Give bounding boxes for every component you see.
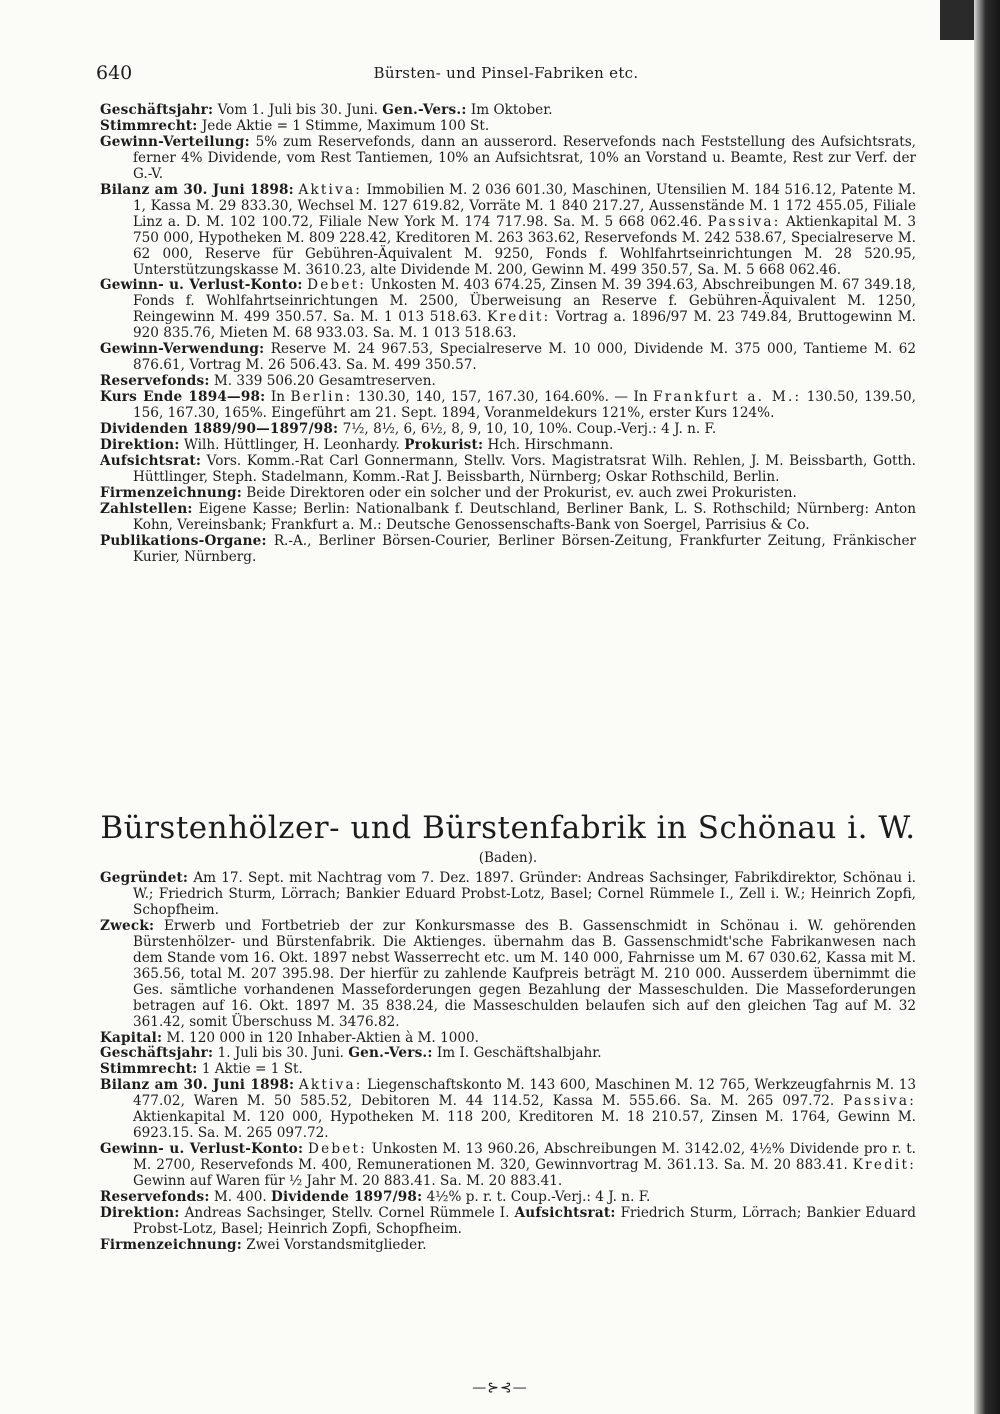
company-entry-1 <box>100 103 916 566</box>
entry-gegruendet: Gegründet: Am 17. Sept. mit Nachtrag vom 7. Dez. 1897. Gründer: Andreas Sachsinger, Fabrikdirektor, Schönau i. W.; Friedrich Sturm, Lörrach; Bankier Eduard Probst-Lotz, Basel; Cornel Rümmele I., Zell i. W.; Heinrich Zopfi, Schopfheim. <box>100 870 916 918</box>
entry-gewinn-verlust-2: Gewinn- u. Verlust-Konto: Debet: Unkosten M. 13 960.26, Abschreibungen M. 3142.02, 4½% Dividende pro r. t. M. 2700, Reservefonds M. 400, Remunerationen M. 320, Gewinnvortrag M. 361.13. Sa. M. 20 883.41. Kredit: Gewinn auf Waren für ½ Jahr M. 20 883.41. Sa. M. 20 883.41. <box>100 1141 916 1190</box>
entry-firmenzeichnung: Firmenzeichnung: Beide Direktoren oder ein solcher und der Prokurist, ev. auch zwei Prokuristen. <box>100 484 797 501</box>
page-header <box>96 62 916 90</box>
running-head: Bürsten- und Pinsel-Fabriken etc. <box>373 64 639 82</box>
entry-geschaeftsjahr-2: Geschäftsjahr: 1. Juli bis 30. Juni. Gen.-Vers.: Im I. Geschäftshalbjahr. <box>100 1045 602 1062</box>
entry-gewinn-verteilung: Gewinn-Verteilung: 5% zum Reservefonds, dann an ausserord. Reservefonds nach Feststellung des Aufsichtsrats, ferner 4% Dividende, vom Rest Tantiemen, 10% an Aufsichtsrat, 10% an Vorstand u. Beamte, Rest zur Verf. der G.-V. <box>100 133 916 182</box>
company-subtitle: (Baden). <box>478 850 538 866</box>
entry-reservefonds-2: Reservefonds: M. 400. Dividende 1897/98: 4½% p. r. t. Coup.-Verj.: 4 J. n. F. <box>100 1189 651 1206</box>
entry-aufsichtsrat: Aufsichtsrat: Vors. Komm.-Rat Carl Gonnermann, Stellv. Vors. Magistratsrat Wilh. Rehlen, J. M. Beissbarth, Gotth. Hüttlinger, Steph. Stadelmann, Komm.-Rat J. Beissbarth, Nürnberg; Oskar Rothschild, Berlin. <box>100 452 916 485</box>
scan-edge-shadow <box>974 0 1000 1414</box>
company-title: Bürstenhölzer- und Bürstenfabrik in Schönau i. W. <box>100 810 916 846</box>
entry-kurs: Kurs Ende 1894—98: In Berlin: 130.30, 140, 157, 167.30, 164.60%. — In Frankfurt a. M.: 130.50, 139.50, 156, 167.30, 165%. Eingeführt am 21. Sept. 1894, Voranmeldekurs 121%, erster Kurs 124%. <box>100 389 916 422</box>
entry-zweck: Zweck: Erwerb und Fortbetrieb der zur Konkursmasse des B. Gassenschmidt in Schönau i. W. gehörenden Bürstenhölzer- und Bürstenfabrik. Die Aktienges. übernahm das B. Gassenschmidt'sche Fabrikanwesen nach dem Stande vom 16. Okt. 1897 nebst Wasserrecht etc. um M. 140 000, Fahrnisse um M. 67 030.62, Kassa mit M. 365.56, total M. 207 395.98. Der hierfür zu zahlende Kaufpreis beträgt M. 210 000. Ausserdem übernimmt die Ges. sämtliche vorhandenen Masseforderungen gegen Bezahlung der Masseschulden. Die Masseforderungen betragen auf 16. Okt. 1897 M. 35 838.24, die Masseschulden belaufen sich auf den gleichen Tag auf M. 32 361.42, somit Überschuss M. 3476.82. <box>100 917 916 1030</box>
company-entry-2 <box>100 871 916 1254</box>
entry-bilanz: Bilanz am 30. Juni 1898: Aktiva: Immobilien M. 2 036 601.30, Maschinen, Utensilien M. 184 516.12, Patente M. 1, Kassa M. 29 833.30, Wechsel M. 127 619.82, Vorräte M. 1 840 217.27, Aussenstände M. 1 172 455.05, Filiale Linz a. D. M. 102 100.72, Filiale New York M. 174 717.98. Sa. M. 5 668 062.46. Passiva: Aktienkapital M. 3 750 000, Hypotheken M. 809 228.42, Kreditoren M. 263 363.62, Reservefonds M. 242 538.67, Specialreserve M. 62 000, Reserve für Gebühren-Äquivalent M. 9250, Fonds f. Wohlfahrtseinrichtungen M. 28 520.95, Unterstützungskasse M. 3610.23, alte Dividende M. 200, Gewinn M. 499 350.57, Sa. M. 5 668 062.46. <box>100 181 916 278</box>
entry-publikations-organe: Publikations-Organe: R.-A., Berliner Börsen-Courier, Berliner Börsen-Zeitung, Frankfurter Zeitung, Fränkischer Kurier, Nürnberg. <box>100 532 916 565</box>
end-ornament: —⊱⊰— <box>472 1380 528 1396</box>
entry-stimmrecht: Stimmrecht: Jede Aktie = 1 Stimme, Maximum 100 St. <box>100 117 490 134</box>
entry-direktion: Direktion: Wilh. Hüttlinger, H. Leonhardy. Prokurist: Hch. Hirschmann. <box>100 437 614 454</box>
page-number: 640 <box>96 62 133 84</box>
entry-direktion-2: Direktion: Andreas Sachsinger, Stellv. Cornel Rümmele I. Aufsichtsrat: Friedrich Sturm, Lörrach; Bankier Eduard Probst-Lotz, Basel; Heinrich Zopfi, Schopfheim. <box>100 1205 916 1237</box>
entry-gewinn-verlust: Gewinn- u. Verlust-Konto: Debet: Unkosten M. 403 674.25, Zinsen M. 39 394.63, Abschreibungen M. 67 349.18, Fonds f. Wohlfahrtseinrichtungen M. 2500, Überweisung an Reserve f. Gebühren-Äquivalent M. 1250, Reingewinn M. 499 350.57. Sa. M. 1 013 518.63. Kredit: Vortrag a. 1896/97 M. 23 749.84, Bruttogewinn M. 920 835.76, Mieten M. 68 933.03. Sa. M. 1 013 518.63. <box>100 277 916 342</box>
entry-gewinn-verwendung: Gewinn-Verwendung: Reserve M. 24 967.53, Specialreserve M. 10 000, Dividende M. 375 000, Tantieme M. 62 876.61, Vortrag M. 26 506.43. Sa. M. 499 350.57. <box>100 341 916 374</box>
entry-bilanz-2: Bilanz am 30. Juni 1898: Aktiva: Liegenschaftskonto M. 143 600, Maschinen M. 12 765, Werkzeugfahrnis M. 13 477.02, Waren M. 50 585.52, Debitoren M. 44 114.52, Kassa M. 555.66. Sa. M. 265 097.72. Passiva: Aktienkapital M. 120 000, Hypotheken M. 118 200, Kreditoren M. 18 210.57, Zinsen M. 1764, Gewinn M. 6923.15. Sa. M. 265 097.72. <box>100 1077 916 1142</box>
entry-geschaeftsjahr: Geschäftsjahr: Vom 1. Juli bis 30. Juni. Gen.-Vers.: Im Oktober. <box>100 102 553 118</box>
entry-reservefonds: Reservefonds: M. 339 506.20 Gesamtreserven. <box>100 373 436 390</box>
entry-stimmrecht-2: Stimmrecht: 1 Aktie = 1 St. <box>100 1061 303 1078</box>
entry-kapital: Kapital: M. 120 000 in 120 Inhaber-Aktien à M. 1000. <box>100 1029 479 1046</box>
entry-dividenden: Dividenden 1889/90—1897/98: 7½, 8½, 6, 6½, 8, 9, 10, 10, 10%. Coup.-Verj.: 4 J. n. F. <box>100 421 717 438</box>
entry-firmenzeichnung-2: Firmenzeichnung: Zwei Vorstandsmitglieder. <box>100 1236 427 1253</box>
entry-zahlstellen: Zahlstellen: Eigene Kasse; Berlin: Nationalbank f. Deutschland, Berliner Bank, L. S. Rothschild; Nürnberg: Anton Kohn, Vereinsbank; Frankfurt a. M.: Deutsche Genossenschafts-Bank von Soergel, Parrisius & Co. <box>100 500 916 533</box>
